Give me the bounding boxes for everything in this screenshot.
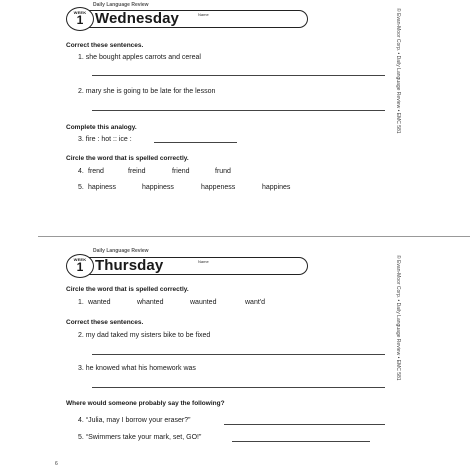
- word-choice[interactable]: want'd: [245, 299, 266, 306]
- answer-line-5[interactable]: [232, 441, 370, 442]
- day-title: Wednesday: [95, 10, 179, 27]
- day-title: Thursday: [95, 257, 164, 274]
- section-heading-correct: Correct these sentences.: [66, 42, 144, 49]
- word-choice[interactable]: happiness: [142, 184, 174, 191]
- word-choice[interactable]: happeness: [201, 184, 236, 191]
- side-copyright-text: © Evan-Moor Corp. • Daily Language Review • EMC 581: [395, 255, 401, 381]
- week-number: 1: [76, 13, 84, 27]
- week-label: WEEK: [73, 10, 87, 15]
- section-heading-spelling: Circle the word that is spelled correctly.: [66, 155, 189, 162]
- word-choice[interactable]: frend: [88, 168, 104, 175]
- week-badge: [66, 254, 94, 278]
- header-label: Daily Language Review: [93, 2, 149, 8]
- item-2: 2. mary she is going to be late for the lesson: [78, 88, 216, 95]
- answer-line-3[interactable]: [154, 142, 237, 143]
- section-heading-spelling: Circle the word that is spelled correctly.: [66, 286, 189, 293]
- section-heading-where: Where would someone probably say the following?: [66, 400, 225, 407]
- section-heading-correct: Correct these sentences.: [66, 319, 144, 326]
- word-choice[interactable]: frund: [215, 168, 231, 175]
- answer-line-2[interactable]: [92, 110, 385, 111]
- page-divider: [38, 236, 470, 237]
- item-2: 2. my dad taked my sisters bike to be fixed: [78, 332, 211, 339]
- word-choice[interactable]: freind: [128, 168, 146, 175]
- week-number: 1: [76, 260, 84, 274]
- item-3: 3. fire : hot :: ice :: [78, 136, 132, 143]
- answer-line-3[interactable]: [92, 387, 385, 388]
- word-choice[interactable]: whanted: [137, 299, 164, 306]
- week-label: WEEK: [73, 257, 87, 262]
- page-number: 6: [55, 461, 58, 467]
- word-choice[interactable]: wanted: [88, 299, 111, 306]
- answer-line-1[interactable]: [92, 75, 385, 76]
- word-choice[interactable]: happines: [262, 184, 291, 191]
- name-label: Name: [198, 12, 209, 17]
- side-copyright-text: © Evan-Moor Corp. • Daily Language Review • EMC 581: [395, 8, 401, 134]
- answer-line-2[interactable]: [92, 354, 385, 355]
- word-choice[interactable]: friend: [172, 168, 190, 175]
- item-1-number: 1.: [78, 299, 84, 306]
- name-label: Name: [198, 259, 209, 264]
- item-3: 3. he knowed what his homework was: [78, 365, 196, 372]
- header-label: Daily Language Review: [93, 248, 149, 254]
- answer-line-4[interactable]: [224, 424, 385, 425]
- section-heading-analogy: Complete this analogy.: [66, 124, 137, 131]
- item-4-number: 4.: [78, 168, 84, 175]
- item-5-number: 5.: [78, 184, 84, 191]
- week-badge: [66, 7, 94, 31]
- item-1: 1. she bought apples carrots and cereal: [78, 54, 201, 61]
- word-choice[interactable]: waunted: [190, 299, 217, 306]
- item-4: 4. “Julia, may I borrow your eraser?”: [78, 417, 191, 424]
- word-choice[interactable]: hapiness: [88, 184, 117, 191]
- item-5: 5. “Swimmers take your mark, set, GO!”: [78, 434, 202, 441]
